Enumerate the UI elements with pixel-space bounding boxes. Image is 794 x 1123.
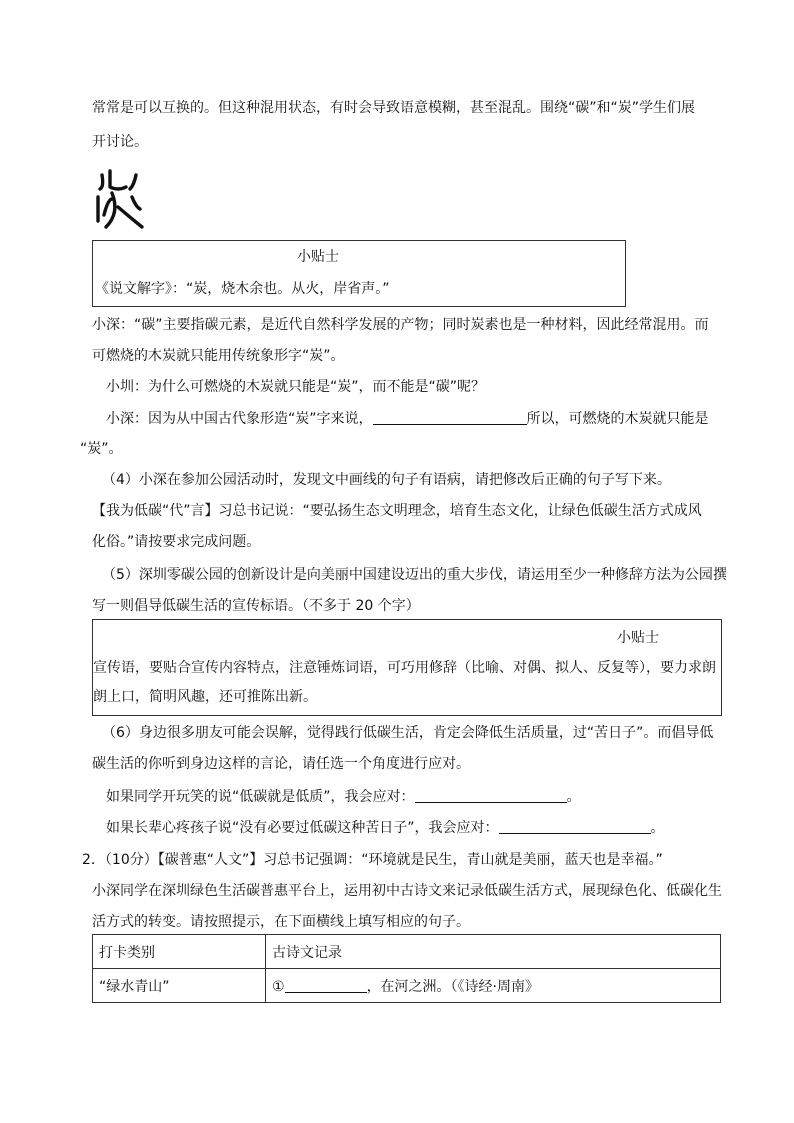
paragraph-line: 开讨论。 [92, 134, 148, 150]
question-2-heading: 2．（10分）【碳普惠“人文”】习总书记强调：“环境就是民生，青山就是美丽，蓝天也是幸福。” [82, 852, 663, 868]
dialogue-line: “炭”。 [80, 441, 123, 457]
answer-blank[interactable] [285, 976, 367, 993]
item-marker: ① [272, 978, 285, 995]
dialogue-line: 可燃烧的木炭就只能用传统象形字“炭”。 [92, 348, 345, 364]
paragraph-line: 常常是可以互换的。但这种混用状态，有时会导致语意模糊，甚至混乱。围绕“碳”和“炭”学生们展 [92, 100, 696, 116]
tip-body: 朗上口，简明风趣，还可推陈出新。 [93, 689, 317, 705]
dialogue-line: 小深：“碳”主要指碳元素，是近代自然科学发展的产物；同时炭素也是一种材料，因此经常混用。而 [92, 317, 709, 333]
tip-box [92, 619, 722, 716]
response-line [106, 786, 581, 807]
question-5: （5）深圳零碳公园的创新设计是向美丽中国建设迈出的重大步伐，请运用至少一种修辞方法为公园撰 [102, 567, 727, 583]
question-5: 写一则倡导低碳生活的宣传标语。（不多于 20 个字） [92, 598, 420, 614]
tip-body: 《说文解字》：“炭，烧木余也。从火，岸省声。” [95, 281, 390, 297]
table-row [93, 969, 721, 1003]
dialogue-line [106, 408, 709, 429]
section-heading-line: 【我为低碳“代”言】习总书记说：“要弘扬生态文明理念，培育生态文化，让绿色低碳生活方式成风 [92, 503, 702, 519]
dialogue-text: 所以，可燃烧的木炭就只能是 [526, 411, 709, 427]
question-2: 活方式的转变。请按照提示，在下面横线上填写相应的句子。 [92, 914, 470, 930]
tip-title: 小贴士 [617, 630, 659, 646]
table-cell-record [266, 969, 721, 1003]
answer-blank[interactable] [415, 786, 567, 803]
poetry-record-table [92, 934, 721, 1003]
tip-body: 宣传语，要贴合宣传内容特点，注意锤炼词语，可巧用修辞（比喻、对偶、拟人、反复等），要力求朗 [93, 660, 716, 676]
table-header-cell: 古诗文记录 [266, 935, 721, 969]
question-6: 碳生活的你听到身边这样的言论，请任选一个角度进行应对。 [92, 756, 470, 772]
question-2: 小深同学在深圳绿色生活碳普惠平台上，运用初中古诗文来记录低碳生活方式，展现绿色化、低碳化生 [92, 883, 722, 899]
tip-box [92, 240, 626, 307]
question-6: （6）身边很多朋友可能会误解，觉得践行低碳生活，肯定会降低生活质量，过“苦日子”。而倡导低 [102, 725, 714, 741]
table-header-cell: 打卡类别 [93, 935, 266, 969]
tip-title: 小贴士 [297, 249, 339, 265]
dialogue-line: 小圳：为什么可燃烧的木炭就只能是“炭”，而不能是“碳”呢？ [106, 379, 486, 395]
response-prompt: 如果同学开玩笑的说“低碳就是低质”，我会应对： [106, 789, 415, 805]
response-prompt: 如果长辈心疼孩子说“没有必要过低碳这种苦日子”，我会应对： [106, 820, 499, 836]
table-header-row [93, 935, 721, 969]
question-4: （4）小深在参加公园活动时，发现文中画线的句子有语病，请把修改后正确的句子写下来。 [102, 472, 671, 488]
dialogue-text: 小深：因为从中国古代象形造“炭”字来说， [106, 411, 373, 427]
response-end: 。 [650, 820, 665, 836]
record-text: ，在河之洲。（《诗经·周南》 [366, 978, 540, 995]
response-end: 。 [566, 789, 581, 805]
response-line [106, 817, 665, 838]
answer-blank[interactable] [499, 817, 651, 834]
table-cell-category: “绿水青山” [93, 969, 266, 1003]
answer-blank[interactable] [373, 408, 527, 425]
seal-script-tan-glyph [92, 163, 148, 231]
section-heading-line: 化俗。”请按要求完成问题。 [92, 534, 261, 550]
